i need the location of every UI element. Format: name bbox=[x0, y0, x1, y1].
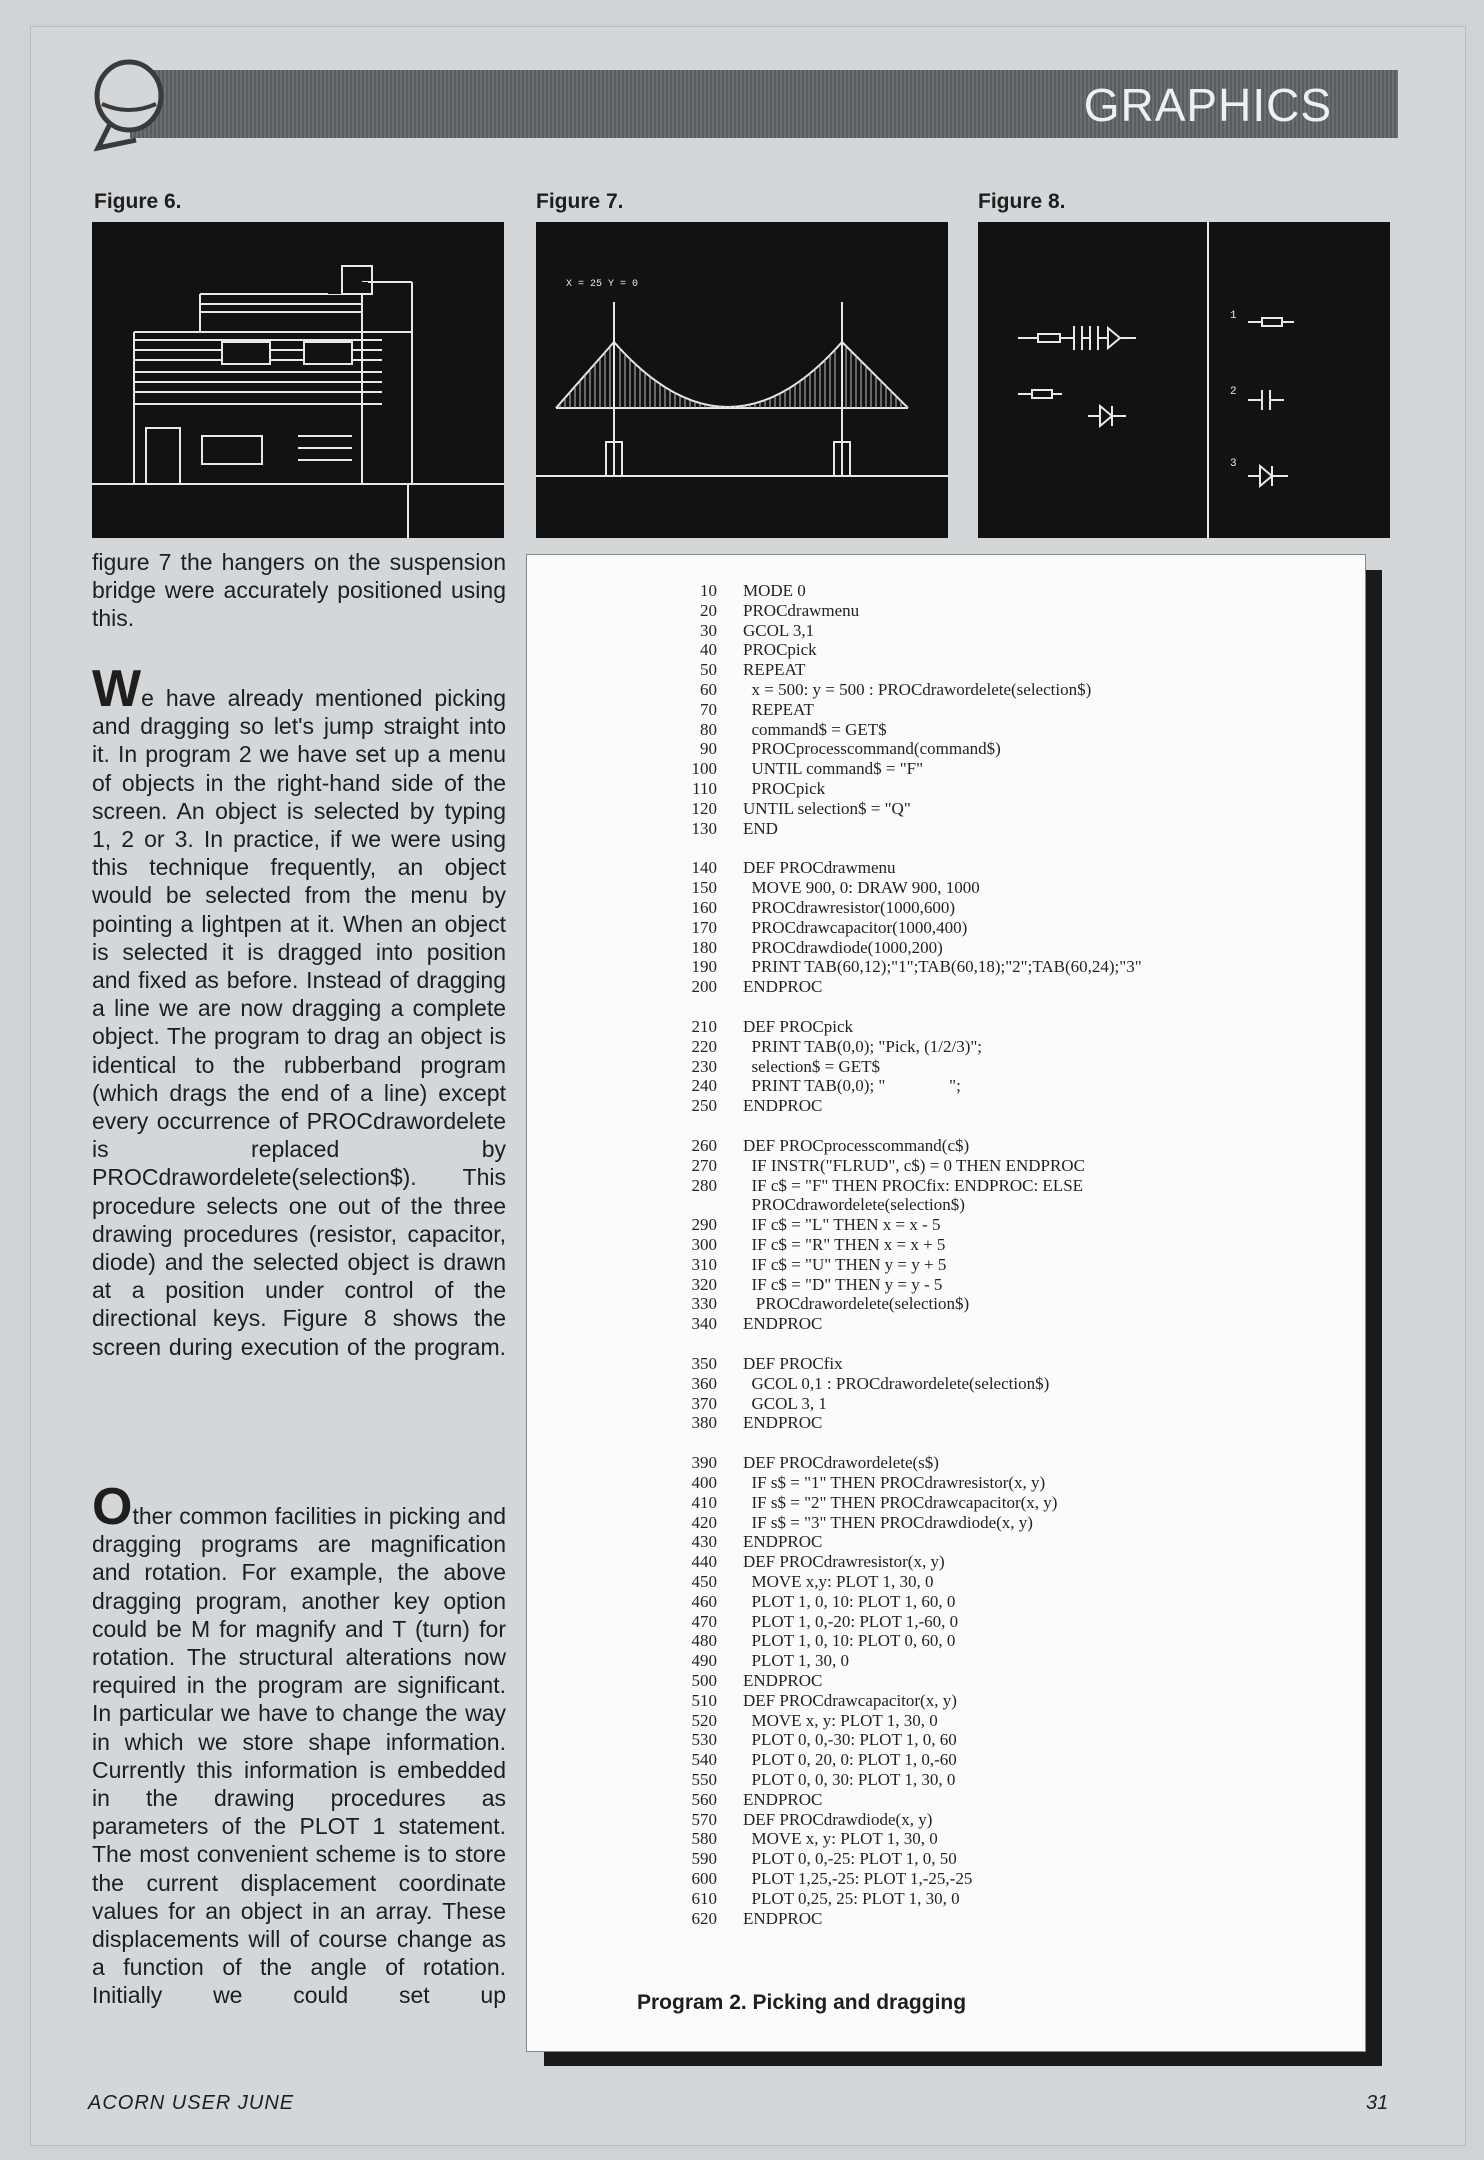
line-number: 490 bbox=[691, 1651, 717, 1671]
code-statement: ENDPROC bbox=[743, 1908, 823, 1928]
line-number: 390 bbox=[691, 1453, 717, 1473]
line-number: 250 bbox=[691, 1096, 717, 1116]
code-statement: PROCprocesscommand(command$) bbox=[743, 739, 1001, 759]
code-statement: PLOT 0, 0,-30: PLOT 1, 0, 60 bbox=[743, 1730, 957, 1750]
line-number: 270 bbox=[691, 1155, 717, 1175]
line-number: 50 bbox=[700, 660, 717, 680]
line-number: 230 bbox=[691, 1056, 717, 1076]
code-statement: command$ = GET$ bbox=[743, 719, 887, 739]
code-statement: PRINT TAB(0,0); "Pick, (1/2/3)"; bbox=[743, 1036, 983, 1056]
figure-7-bridge-image bbox=[536, 222, 948, 538]
line-number: 480 bbox=[691, 1631, 717, 1651]
code-statement: GCOL 3,1 bbox=[743, 620, 815, 640]
line-number: 380 bbox=[691, 1413, 717, 1433]
line-number: 420 bbox=[691, 1512, 717, 1532]
code-statement: ENDPROC bbox=[743, 1671, 823, 1690]
code-statement: IF INSTR("FLRUD", c$) = 0 THEN ENDPROC bbox=[743, 1155, 1085, 1175]
code-statement: PROCpick bbox=[743, 640, 817, 660]
line-number: 550 bbox=[691, 1770, 717, 1789]
line-number: 580 bbox=[691, 1829, 717, 1849]
line-number: 400 bbox=[691, 1473, 717, 1492]
line-number: 370 bbox=[691, 1393, 717, 1413]
code-statement: PROCdrawordelete(selection$) bbox=[743, 1195, 965, 1215]
line-number: 430 bbox=[691, 1532, 717, 1552]
line-number: 280 bbox=[691, 1175, 717, 1195]
line-number: 190 bbox=[691, 957, 717, 977]
line-number: 500 bbox=[691, 1671, 717, 1690]
line-number: 540 bbox=[691, 1750, 717, 1770]
code-statement: DEF PROCdrawordelete(s$) bbox=[743, 1453, 939, 1473]
line-number: 20 bbox=[700, 600, 717, 620]
code-statement: PROCdrawresistor(1000,600) bbox=[743, 898, 956, 917]
code-statement: ENDPROC bbox=[743, 1789, 823, 1809]
line-number: 440 bbox=[691, 1552, 717, 1572]
code-statement: MOVE 900, 0: DRAW 900, 1000 bbox=[743, 878, 980, 898]
menu-number-3: 3 bbox=[1230, 458, 1237, 470]
code-statement: PLOT 0, 0,-25: PLOT 1, 0, 50 bbox=[743, 1849, 957, 1869]
code-statement: PLOT 1, 0, 10: PLOT 1, 60, 0 bbox=[743, 1591, 956, 1611]
code-statement: IF s$ = "3" THEN PROCdrawdiode(x, y) bbox=[743, 1512, 1033, 1532]
line-number: 310 bbox=[691, 1254, 717, 1274]
line-number: 470 bbox=[691, 1611, 717, 1631]
line-number: 130 bbox=[691, 818, 717, 838]
listing-caption: Program 2. Picking and dragging bbox=[637, 1991, 967, 2014]
code-statement: IF c$ = "L" THEN x = x - 5 bbox=[743, 1215, 941, 1235]
figure-6-house-image bbox=[92, 222, 504, 538]
line-number: 40 bbox=[700, 640, 717, 660]
line-number: 180 bbox=[691, 937, 717, 957]
menu-number-2: 2 bbox=[1230, 386, 1237, 398]
line-number: 150 bbox=[691, 878, 717, 898]
line-number: 140 bbox=[691, 858, 717, 878]
article-paragraph-2 bbox=[92, 660, 506, 1361]
article-paragraph-3 bbox=[92, 1478, 506, 2010]
line-number: 560 bbox=[691, 1789, 717, 1809]
paragraph-1-text: figure 7 the hangers on the suspension bridge were accurately positioned using this. bbox=[92, 549, 506, 632]
code-statement: UNTIL selection$ = "Q" bbox=[743, 798, 911, 818]
line-number: 570 bbox=[691, 1809, 717, 1829]
code-statement: MODE 0 bbox=[743, 581, 806, 600]
code-statement: DEF PROCprocesscommand(c$) bbox=[743, 1136, 970, 1155]
code-statement: DEF PROCpick bbox=[743, 1017, 854, 1036]
code-statement: ENDPROC bbox=[743, 977, 823, 997]
code-statement: PROCpick bbox=[743, 779, 826, 798]
code-statement: IF c$ = "F" THEN PROCfix: ENDPROC: ELSE bbox=[743, 1175, 1084, 1195]
line-number: 530 bbox=[691, 1730, 717, 1750]
code-statement: PLOT 0, 20, 0: PLOT 1, 0,-60 bbox=[743, 1750, 957, 1770]
line-number: 60 bbox=[700, 680, 717, 699]
paragraph-3-text: ther common facilities in picking and dragging programs are magnification and rotation. For example, the above dragging program, another key option could be M for magnify and T (turn) for rotation. The structural alterations now required in the program are significant. In particular we have to change the way in which we store shape information. Currently this information is embedded in the drawing procedures as parameters of the PLOT 1 statement. The most convenient scheme is to store the current displacement coordinate values for an object in an array. These displacements will of course change as a function of the angle of rotation. Initially we could set up bbox=[92, 1503, 506, 2009]
code-statement: DEF PROCfix bbox=[743, 1354, 843, 1373]
section-title: GRAPHICS bbox=[1083, 79, 1332, 131]
line-number: 160 bbox=[691, 898, 717, 917]
line-number: 330 bbox=[691, 1294, 717, 1314]
drop-cap-w: W bbox=[92, 660, 142, 718]
code-statement: PROCdrawdiode(1000,200) bbox=[743, 937, 943, 957]
line-number: 70 bbox=[700, 699, 717, 719]
line-number: 100 bbox=[691, 759, 717, 779]
code-statement: PROCdrawcapacitor(1000,400) bbox=[743, 917, 968, 937]
code-statement: DEF PROCdrawmenu bbox=[743, 858, 896, 878]
code-statement: PLOT 1, 30, 0 bbox=[743, 1651, 849, 1671]
figure-8-label: Figure 8. bbox=[978, 190, 1066, 213]
code-statement: REPEAT bbox=[743, 660, 806, 680]
figure-6-label: Figure 6. bbox=[94, 190, 182, 213]
line-number: 260 bbox=[691, 1136, 717, 1155]
code-statement: MOVE x, y: PLOT 1, 30, 0 bbox=[743, 1829, 938, 1849]
code-statement: GCOL 3, 1 bbox=[743, 1393, 827, 1413]
line-number: 610 bbox=[691, 1888, 717, 1908]
code-statement: IF c$ = "R" THEN x = x + 5 bbox=[743, 1235, 946, 1254]
article-paragraph-1 bbox=[92, 548, 506, 633]
line-number: 30 bbox=[700, 620, 717, 640]
line-number: 520 bbox=[691, 1710, 717, 1730]
line-number: 600 bbox=[691, 1869, 717, 1888]
line-number: 90 bbox=[700, 739, 717, 759]
code-statement: IF c$ = "U" THEN y = y + 5 bbox=[743, 1254, 947, 1274]
line-number: 80 bbox=[700, 719, 717, 739]
code-statement: ENDPROC bbox=[743, 1096, 823, 1116]
paragraph-2-text: e have already mentioned picking and dragging so let's jump straight into it. In program 2 we have set up a menu of objects in the right-hand side of the screen. An object is selected by typing 1, 2 or 3. In practice, if we were using this technique frequently, an object would be selected from the menu by pointing a lightpen at it. When an object is selected it is dragged into position and fixed as before. Instead of dragging a line we are now dragging a complete object. The program to drag an object is identical to the rubberband program (which drags the end of a line) except every occurrence of PROCdrawordelete is replaced by PROCdrawordelete(selection$). This procedure selects one out of the three drawing procedures (resistor, capacitor, diode) and the selected object is drawn at a position under control of the directional keys. Figure 8 shows the screen during execution of the program. bbox=[92, 685, 506, 1360]
code-statement: x = 500: y = 500 : PROCdrawordelete(selection$) bbox=[743, 680, 1092, 699]
code-statement: ENDPROC bbox=[743, 1314, 823, 1334]
code-statement: PLOT 1, 0,-20: PLOT 1,-60, 0 bbox=[743, 1611, 959, 1631]
code-statement: UNTIL command$ = "F" bbox=[743, 759, 924, 779]
line-number: 10 bbox=[700, 581, 717, 600]
code-statement: ENDPROC bbox=[743, 1532, 823, 1552]
code-statement: REPEAT bbox=[743, 699, 814, 719]
line-number: 220 bbox=[691, 1036, 717, 1056]
line-number: 210 bbox=[691, 1017, 717, 1036]
line-number: 340 bbox=[691, 1314, 717, 1334]
code-statement: IF s$ = "1" THEN PROCdrawresistor(x, y) bbox=[743, 1473, 1046, 1492]
figure-8-menu-image bbox=[978, 222, 1390, 538]
acorn-logo-icon bbox=[90, 56, 168, 152]
figure-7-readout: X = 25 Y = 0 bbox=[566, 279, 639, 290]
code-statement: DEF PROCdrawresistor(x, y) bbox=[743, 1552, 945, 1572]
line-number: 350 bbox=[691, 1354, 717, 1373]
line-number: 320 bbox=[691, 1274, 717, 1294]
code-statement: PROCdrawordelete(selection$) bbox=[743, 1294, 970, 1314]
code-statement: DEF PROCdrawcapacitor(x, y) bbox=[743, 1690, 957, 1710]
code-statement: PLOT 0,25, 25: PLOT 1, 30, 0 bbox=[743, 1888, 960, 1908]
line-number: 450 bbox=[691, 1572, 717, 1591]
code-statement: selection$ = GET$ bbox=[743, 1056, 881, 1076]
code-statement: PLOT 0, 0, 30: PLOT 1, 30, 0 bbox=[743, 1770, 956, 1789]
code-statement: DEF PROCdrawdiode(x, y) bbox=[743, 1809, 933, 1829]
line-number: 620 bbox=[691, 1908, 717, 1928]
code-statement: PROCdrawmenu bbox=[743, 600, 860, 620]
code-statement: MOVE x, y: PLOT 1, 30, 0 bbox=[743, 1710, 938, 1730]
line-number: 410 bbox=[691, 1492, 717, 1512]
code-statement: IF s$ = "2" THEN PROCdrawcapacitor(x, y) bbox=[743, 1492, 1058, 1512]
section-banner bbox=[130, 70, 1398, 138]
line-number: 200 bbox=[691, 977, 717, 997]
line-number: 300 bbox=[691, 1235, 717, 1254]
line-number: 590 bbox=[691, 1849, 717, 1869]
code-statement: MOVE x,y: PLOT 1, 30, 0 bbox=[743, 1572, 934, 1591]
line-number: 290 bbox=[691, 1215, 717, 1235]
code-statement: ENDPROC bbox=[743, 1413, 823, 1433]
line-number: 120 bbox=[691, 798, 717, 818]
menu-number-1: 1 bbox=[1230, 310, 1237, 322]
code-statement: IF c$ = "D" THEN y = y - 5 bbox=[743, 1274, 943, 1294]
code-statement: GCOL 0,1 : PROCdrawordelete(selection$) bbox=[743, 1373, 1050, 1393]
line-number: 360 bbox=[691, 1373, 717, 1393]
code-statement: PLOT 1, 0, 10: PLOT 0, 60, 0 bbox=[743, 1631, 956, 1651]
line-number: 510 bbox=[691, 1690, 717, 1710]
program-listing bbox=[526, 554, 1366, 2052]
line-number: 460 bbox=[691, 1591, 717, 1611]
code-statement: END bbox=[743, 818, 778, 838]
drop-cap-o: O bbox=[92, 1478, 133, 1536]
code-statement: PRINT TAB(0,0); " "; bbox=[743, 1076, 961, 1096]
figure-7-label: Figure 7. bbox=[536, 190, 624, 213]
page-number: 31 bbox=[1366, 2092, 1389, 2114]
footer-publication: ACORN USER JUNE bbox=[88, 2092, 295, 2114]
line-number: 240 bbox=[691, 1076, 717, 1096]
code-statement: PLOT 1,25,-25: PLOT 1,-25,-25 bbox=[743, 1869, 973, 1888]
line-number: 170 bbox=[691, 917, 717, 937]
code-statement: PRINT TAB(60,12);"1";TAB(60,18);"2";TAB(60,24);"3" bbox=[743, 957, 1142, 977]
line-number: 110 bbox=[692, 779, 717, 798]
